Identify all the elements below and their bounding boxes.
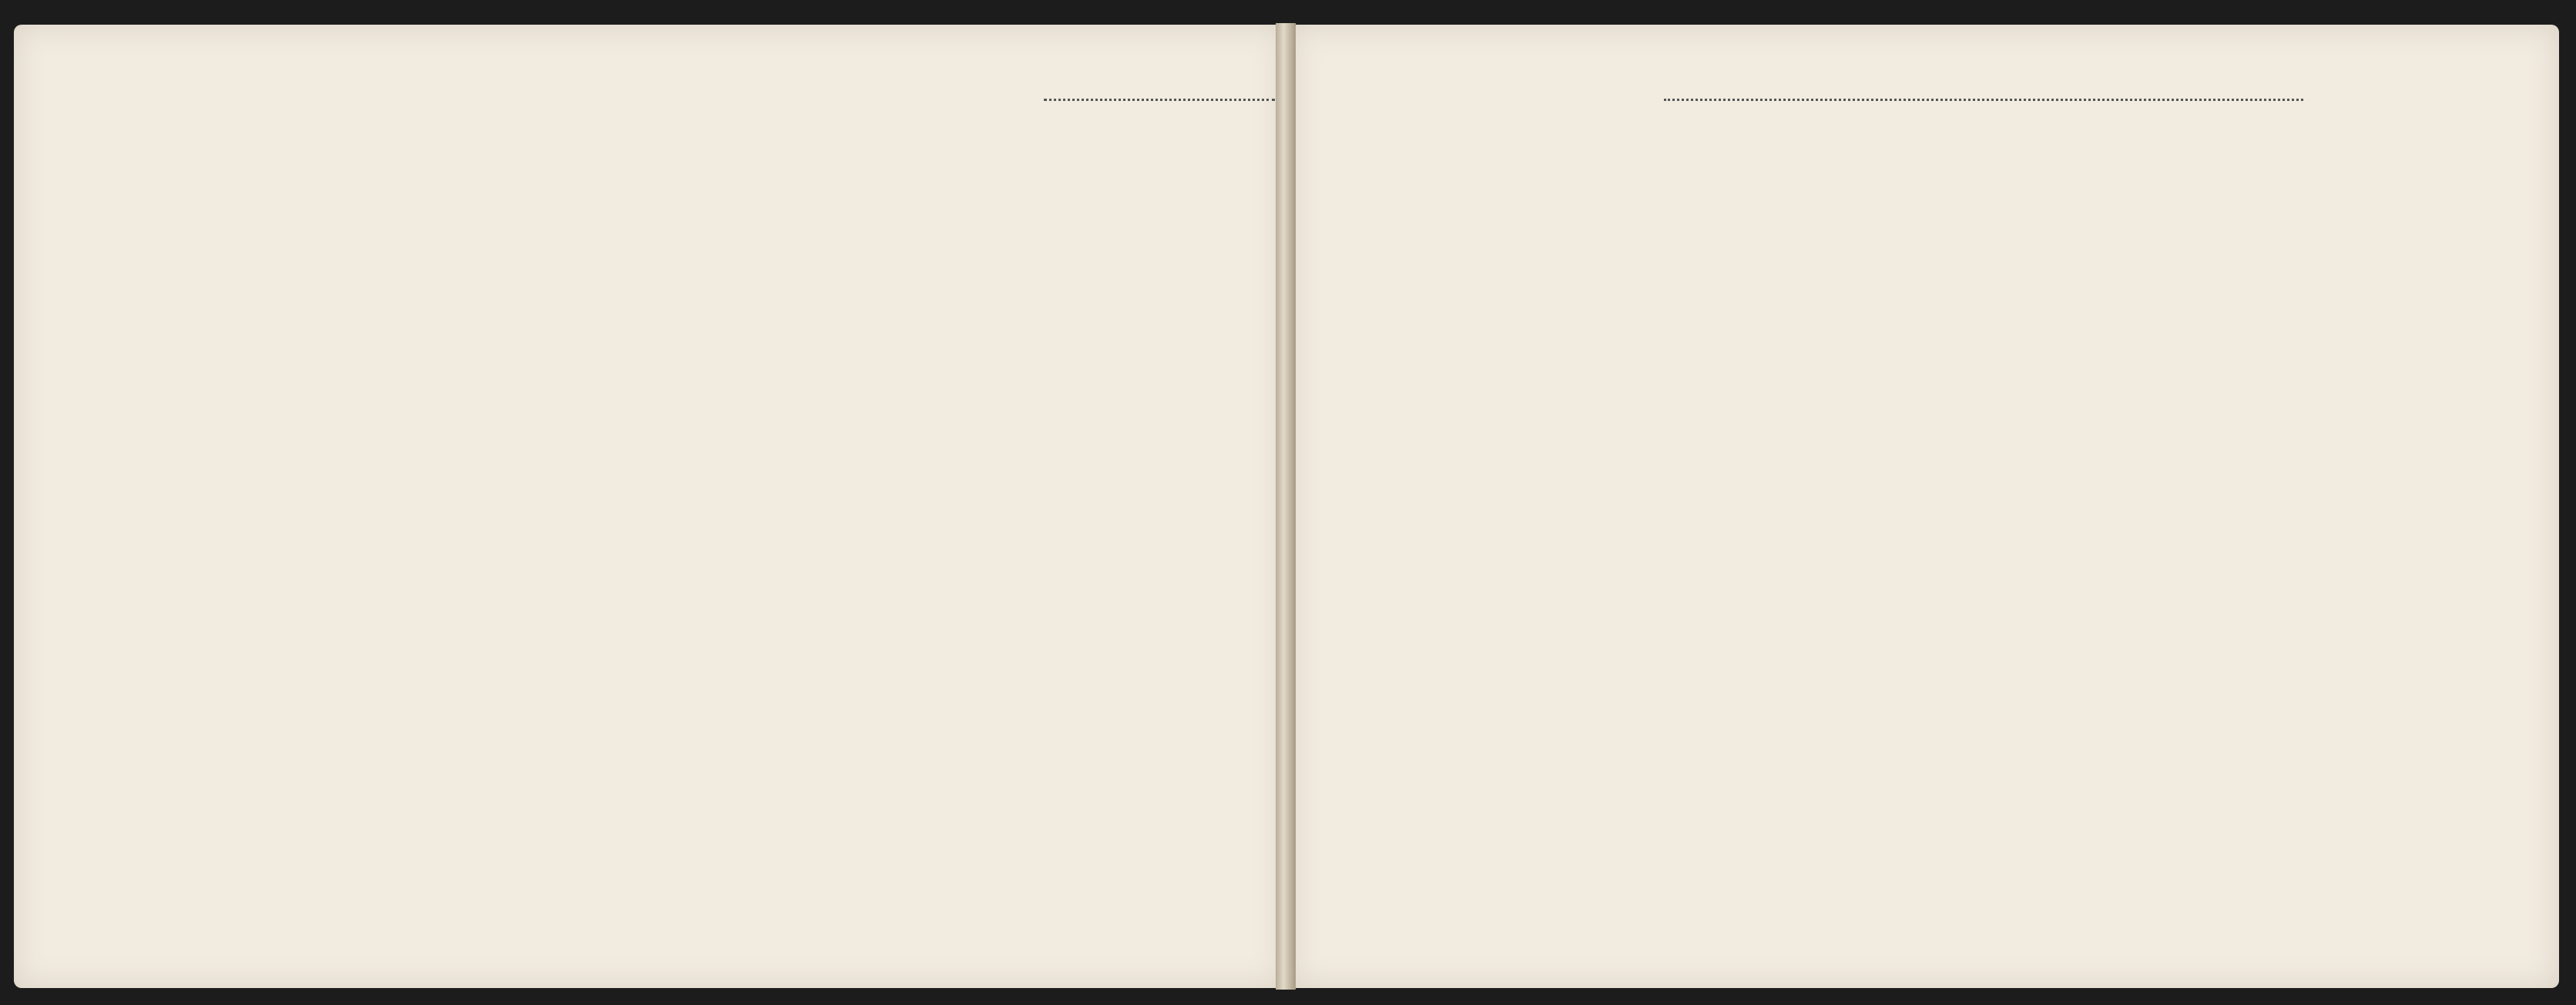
title-dotline xyxy=(1044,99,1275,101)
left-page xyxy=(14,25,1283,988)
date-dotline xyxy=(1664,99,2303,101)
right-page xyxy=(1291,25,2559,988)
book-gutter xyxy=(1276,23,1296,990)
